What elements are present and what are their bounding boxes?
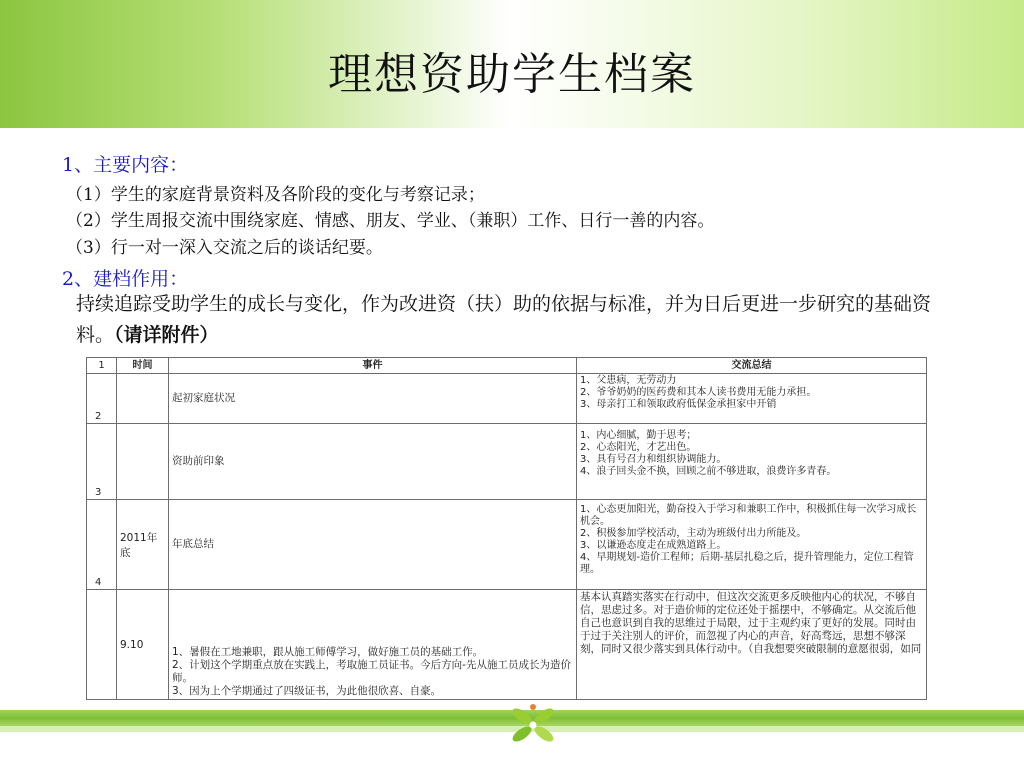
row-summary: [577, 500, 927, 590]
flower-logo-icon: [508, 698, 558, 750]
row-event: 资助前印象: [169, 424, 577, 500]
row-summary: [577, 424, 927, 500]
summary-line: 3、以谦逊态度走在成熟道路上。: [580, 540, 727, 551]
header-cell-time: 时间: [117, 358, 169, 374]
summary-line: 3、母亲打工和领取政府低保金承担家中开销: [580, 399, 777, 410]
event-line: 2、计划这个学期重点放在实践上，考取施工员证书。今后方向-先从施工员成长为造价师。: [172, 659, 571, 684]
table-row: [87, 374, 927, 424]
summary-line: 2、心态阳光，才艺出色。: [580, 442, 697, 453]
header-cell-event: 事件: [169, 358, 577, 374]
section1-item-2: （2）学生周报交流中围绕家庭、情感、朋友、学业、（兼职）工作、日行一善的内容。: [66, 211, 715, 231]
row-num: 3: [87, 424, 117, 500]
table-row: [87, 590, 927, 700]
page-title: 理想资助学生档案: [328, 49, 696, 100]
row-time: [117, 374, 169, 424]
row-num: [87, 590, 117, 700]
summary-line: 3、具有号召力和组织协调能力。: [580, 454, 727, 465]
summary-line: 4、早期规划-造价工程师；后期-基层扎稳之后，提升管理能力，定位工程管理。: [580, 552, 914, 575]
summary-line: 2、积极参加学校活动，主动为班级付出力所能及。: [580, 528, 807, 539]
row-event: 起初家庭状况: [169, 374, 577, 424]
summary-line: 4、浪子回头金不换，回顾之前不够进取，浪费许多青春。: [580, 466, 837, 477]
section2-note: （请详附件）: [114, 324, 219, 346]
table-row: [87, 500, 927, 590]
summary-line: 1、内心细腻，勤于思考；: [580, 430, 697, 441]
section1-heading: 1、主要内容：: [62, 154, 189, 176]
event-line: 1、暑假在工地兼职，跟从施工师傅学习，做好施工员的基础工作。: [172, 646, 484, 658]
row-time: [117, 424, 169, 500]
row-summary: [577, 374, 927, 424]
row-time: 9.10: [117, 590, 169, 700]
section1-item-1: （1）学生的家庭背景资料及各阶段的变化与考察记录；: [66, 185, 485, 205]
event-line: 3、因为上个学期通过了四级证书，为此他很欣喜、自豪。: [172, 685, 442, 697]
header-cell-num: 1: [87, 358, 117, 374]
row-num: 4: [87, 500, 117, 590]
summary-line: 2、爷爷奶奶的医药费和其本人读书费用无能力承担。: [580, 387, 817, 398]
row-summary: 基本认真踏实落实在行动中，但这次交流更多反映他内心的状况，不够自信，思虑过多。对于造价师的定位还处于摇摆中，不够确定。从交流后他自己也意识到自我的思维过于局限，过于主观约束了更好的发展。同时由于过于关注别人的评价，而忽视了内心的声音，好高骛远，思想不够深刻，同时又很少落实到具体行动中。（自我想要突破限制的意愿很弱，如同: [577, 590, 927, 700]
summary-line: 1、父患病，无劳动力: [580, 375, 677, 386]
row-time: 2011年底: [117, 500, 169, 590]
header-cell-summary: 交流总结: [577, 358, 927, 374]
table-header-row: [87, 358, 927, 374]
section2-heading: 2、建档作用：: [62, 268, 189, 290]
record-table: [86, 357, 926, 697]
row-event: 年底总结: [169, 500, 577, 590]
section1-item-3: （3）行一对一深入交流之后的谈话纪要。: [66, 238, 383, 258]
row-num: 2: [87, 374, 117, 424]
table-row: [87, 424, 927, 500]
row-event: [169, 590, 577, 700]
summary-line: 1、心态更加阳光，勤奋投入于学习和兼职工作中，积极抓住每一次学习成长机会。: [580, 504, 917, 527]
section2-body: [76, 289, 946, 351]
section2-body-text: 持续追踪受助学生的成长与变化，作为改进资（扶）助的依据与标准，并为日后更进一步研究的基础资料。: [76, 293, 932, 346]
